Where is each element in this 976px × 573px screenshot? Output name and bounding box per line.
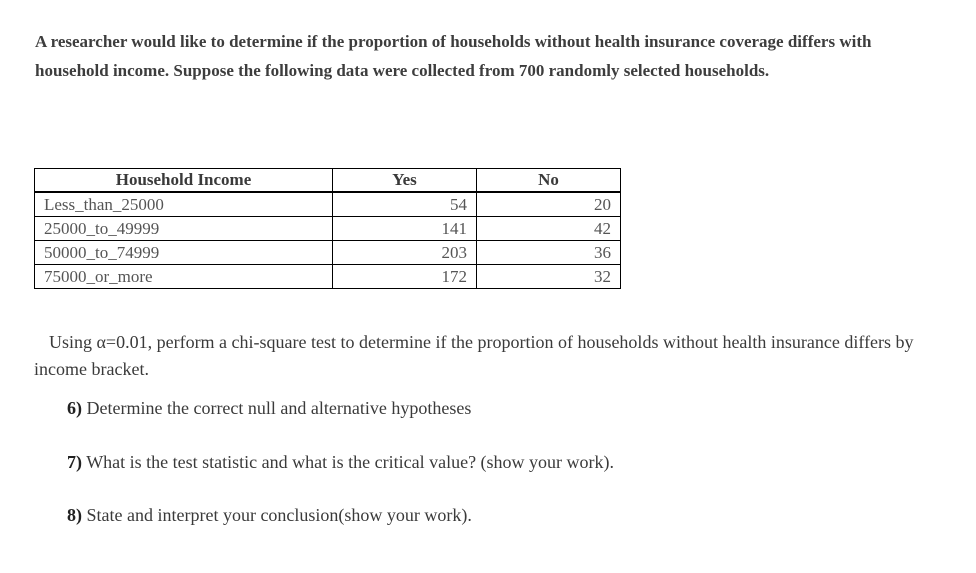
item-number: 6) xyxy=(67,398,82,418)
question-text xyxy=(34,329,934,383)
no-cell: 20 xyxy=(477,192,621,217)
income-table xyxy=(34,168,621,289)
question-body: Using α=0.01, perform a chi-square test to determine if the proportion of households without health insurance differs by income bracket. xyxy=(34,332,914,379)
no-cell: 42 xyxy=(477,217,621,241)
yes-cell: 54 xyxy=(333,192,477,217)
income-cell: 25000_to_49999 xyxy=(35,217,333,241)
header-yes: Yes xyxy=(333,169,477,193)
income-cell: 75000_or_more xyxy=(35,265,333,289)
item-text: What is the test statistic and what is the critical value? (show your work). xyxy=(86,452,615,472)
yes-cell: 203 xyxy=(333,241,477,265)
header-household-income: Household Income xyxy=(35,169,333,193)
question-8 xyxy=(67,503,472,527)
question-7 xyxy=(67,450,614,474)
item-text: State and interpret your conclusion(show your work). xyxy=(86,505,472,525)
income-cell: Less_than_25000 xyxy=(35,192,333,217)
header-no: No xyxy=(477,169,621,193)
item-number: 8) xyxy=(67,505,82,525)
table-row xyxy=(35,192,621,217)
question-6 xyxy=(67,396,471,420)
problem-intro: A researcher would like to determine if the proportion of households without health insurance coverage differs with household income. Suppose the following data were collected from 700 randomly selected households. xyxy=(35,32,872,80)
yes-cell: 172 xyxy=(333,265,477,289)
item-text: Determine the correct null and alternative hypotheses xyxy=(86,398,472,418)
table-row xyxy=(35,241,621,265)
no-cell: 32 xyxy=(477,265,621,289)
yes-cell: 141 xyxy=(333,217,477,241)
table-row xyxy=(35,265,621,289)
table-row xyxy=(35,217,621,241)
table-header-row xyxy=(35,169,621,193)
no-cell: 36 xyxy=(477,241,621,265)
item-number: 7) xyxy=(67,452,82,472)
income-cell: 50000_to_74999 xyxy=(35,241,333,265)
